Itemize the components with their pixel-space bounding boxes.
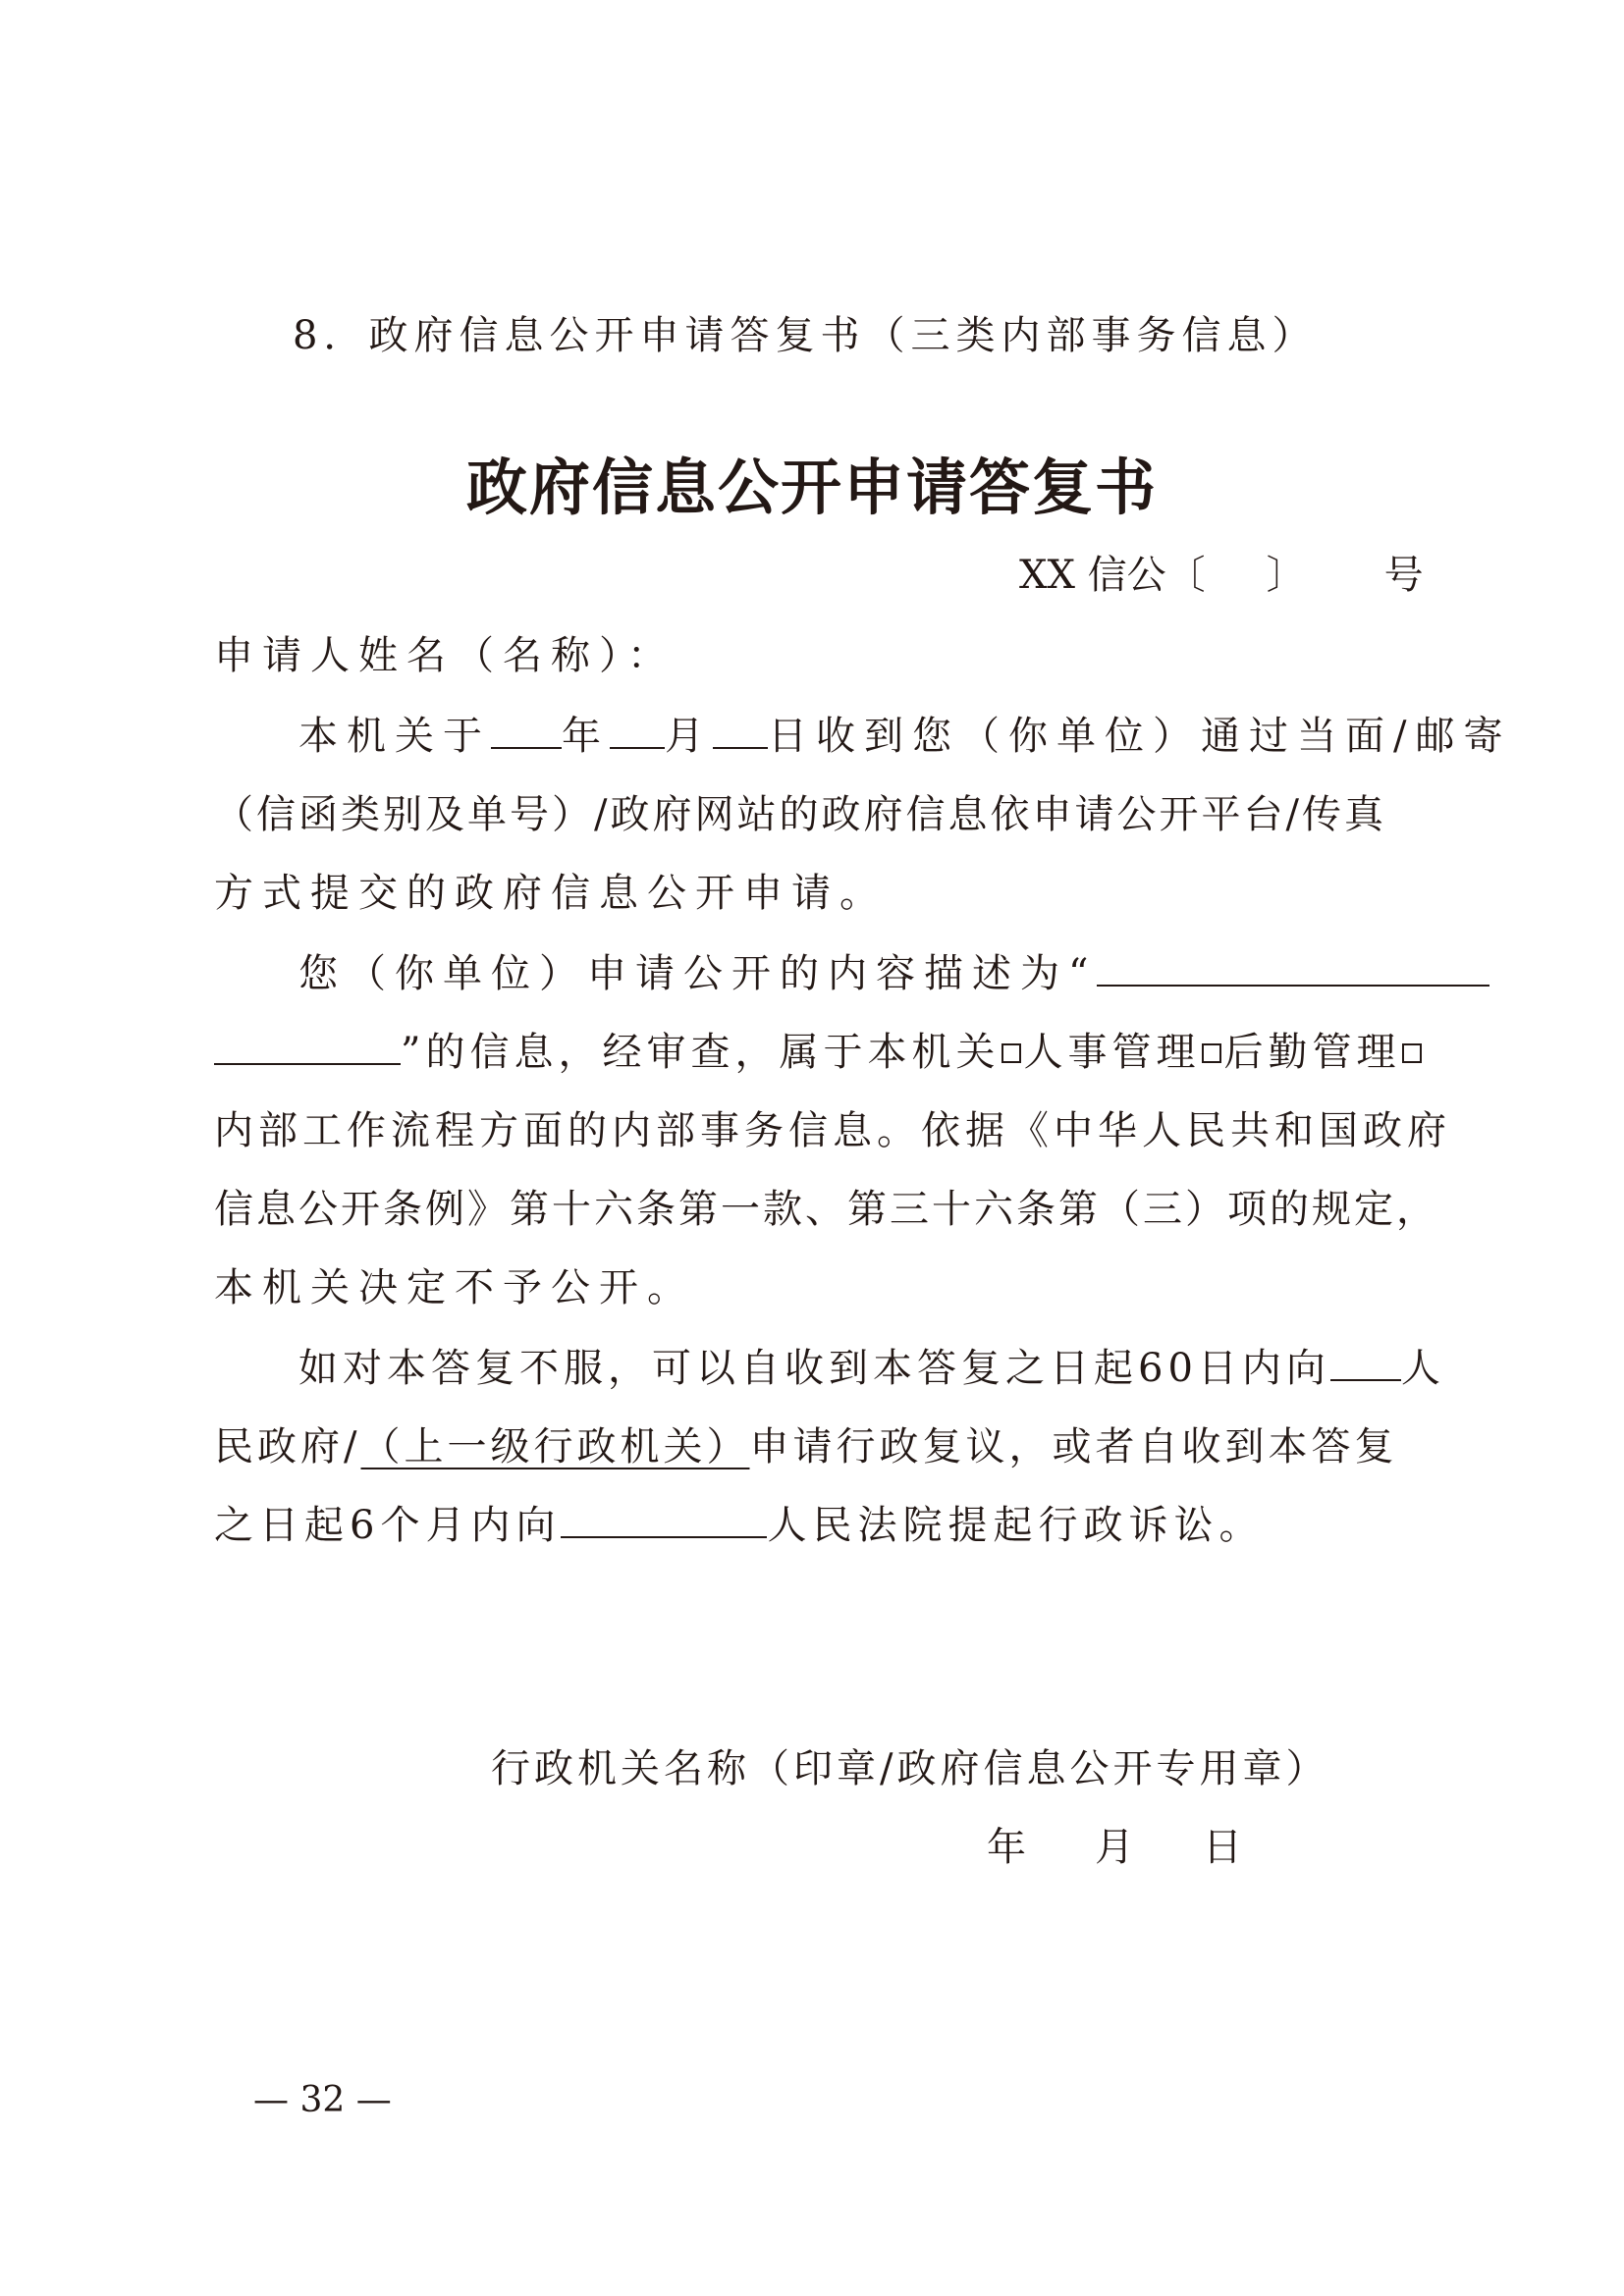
doc-number-prefix: XX 信公 — [1019, 553, 1166, 598]
para3-line2-b: 申请行政复议，或者自收到本答复 — [749, 1424, 1398, 1469]
para1-line3: 方式提交的政府信息公开申请。 — [214, 871, 888, 916]
doc-number-suffix: 号 — [1383, 553, 1424, 598]
para3-end1: 人 — [1400, 1346, 1445, 1391]
checkbox-personnel — [1001, 1043, 1021, 1063]
month-blank — [610, 708, 665, 749]
para2-line5: 本机关决定不予公开。 — [214, 1265, 695, 1310]
date-day: 日 — [1203, 1825, 1242, 1870]
page-number: — 32 — — [253, 2080, 392, 2120]
para1-line1 — [298, 707, 1511, 766]
document-title: 政府信息公开申请答复书 — [465, 452, 1158, 523]
para3-start: 如对本答复不服，可以自收到本答复之日起60日内向 — [298, 1346, 1330, 1391]
para2-line3: 内部工作流程方面的内部事务信息。依据《中华人民共和国政府 — [214, 1108, 1451, 1153]
date-month: 月 — [1095, 1825, 1134, 1870]
salutation: 申请人姓名（名称）： — [214, 633, 676, 678]
court-blank — [561, 1497, 767, 1538]
para1-month: 月 — [665, 714, 713, 759]
para3-line3-a: 之日起6个月内向 — [214, 1503, 562, 1548]
para2-start: 您（你单位）申请公开的内容描述为“ — [298, 951, 1098, 996]
option-logistics: 后勤管理 — [1223, 1030, 1401, 1075]
content-blank-cont — [214, 1024, 401, 1065]
para3-line2-a: 民政府/ — [214, 1424, 361, 1469]
para1-start: 本机关于 — [298, 714, 491, 759]
document-number — [1019, 546, 1424, 605]
para2-line2 — [214, 1023, 1424, 1082]
checkbox-logistics — [1202, 1043, 1221, 1063]
para2-line1 — [298, 944, 1489, 1003]
para3-line3-b: 人民法院提起行政诉讼。 — [767, 1503, 1265, 1548]
day-blank — [713, 708, 768, 749]
government-blank — [1330, 1340, 1401, 1381]
bracket-open: 〔 — [1165, 553, 1206, 598]
section-heading: 8．政府信息公开申请答复书（三类内部事务信息） — [293, 313, 1318, 358]
year-blank — [491, 708, 562, 749]
para1-rest: 日收到您（你单位）通过当面/邮寄 — [768, 714, 1512, 759]
content-blank — [1097, 945, 1489, 987]
para2-line4: 信息公开条例》第十六条第一款、第三十六条第（三）项的规定， — [214, 1187, 1438, 1232]
para3-line1 — [298, 1339, 1445, 1398]
signature-line: 行政机关名称（印章/政府信息公开专用章） — [491, 1746, 1329, 1791]
bracket-close: 〕 — [1266, 553, 1306, 598]
superior-agency: （上一级行政机关） — [360, 1424, 750, 1469]
date-year: 年 — [987, 1825, 1026, 1870]
para1-line2: （信函类别及单号）/政府网站的政府信息依申请公开平台/传真 — [214, 792, 1386, 837]
para2-line2-text: ”的信息，经审查，属于本机关 — [401, 1030, 1001, 1075]
para1-year: 年 — [562, 714, 610, 759]
para3-line3 — [214, 1496, 1264, 1555]
date-line — [987, 1818, 1242, 1877]
checkbox-workflow — [1402, 1043, 1422, 1063]
para3-line2 — [214, 1417, 1397, 1476]
option-personnel: 人事管理 — [1023, 1030, 1201, 1075]
